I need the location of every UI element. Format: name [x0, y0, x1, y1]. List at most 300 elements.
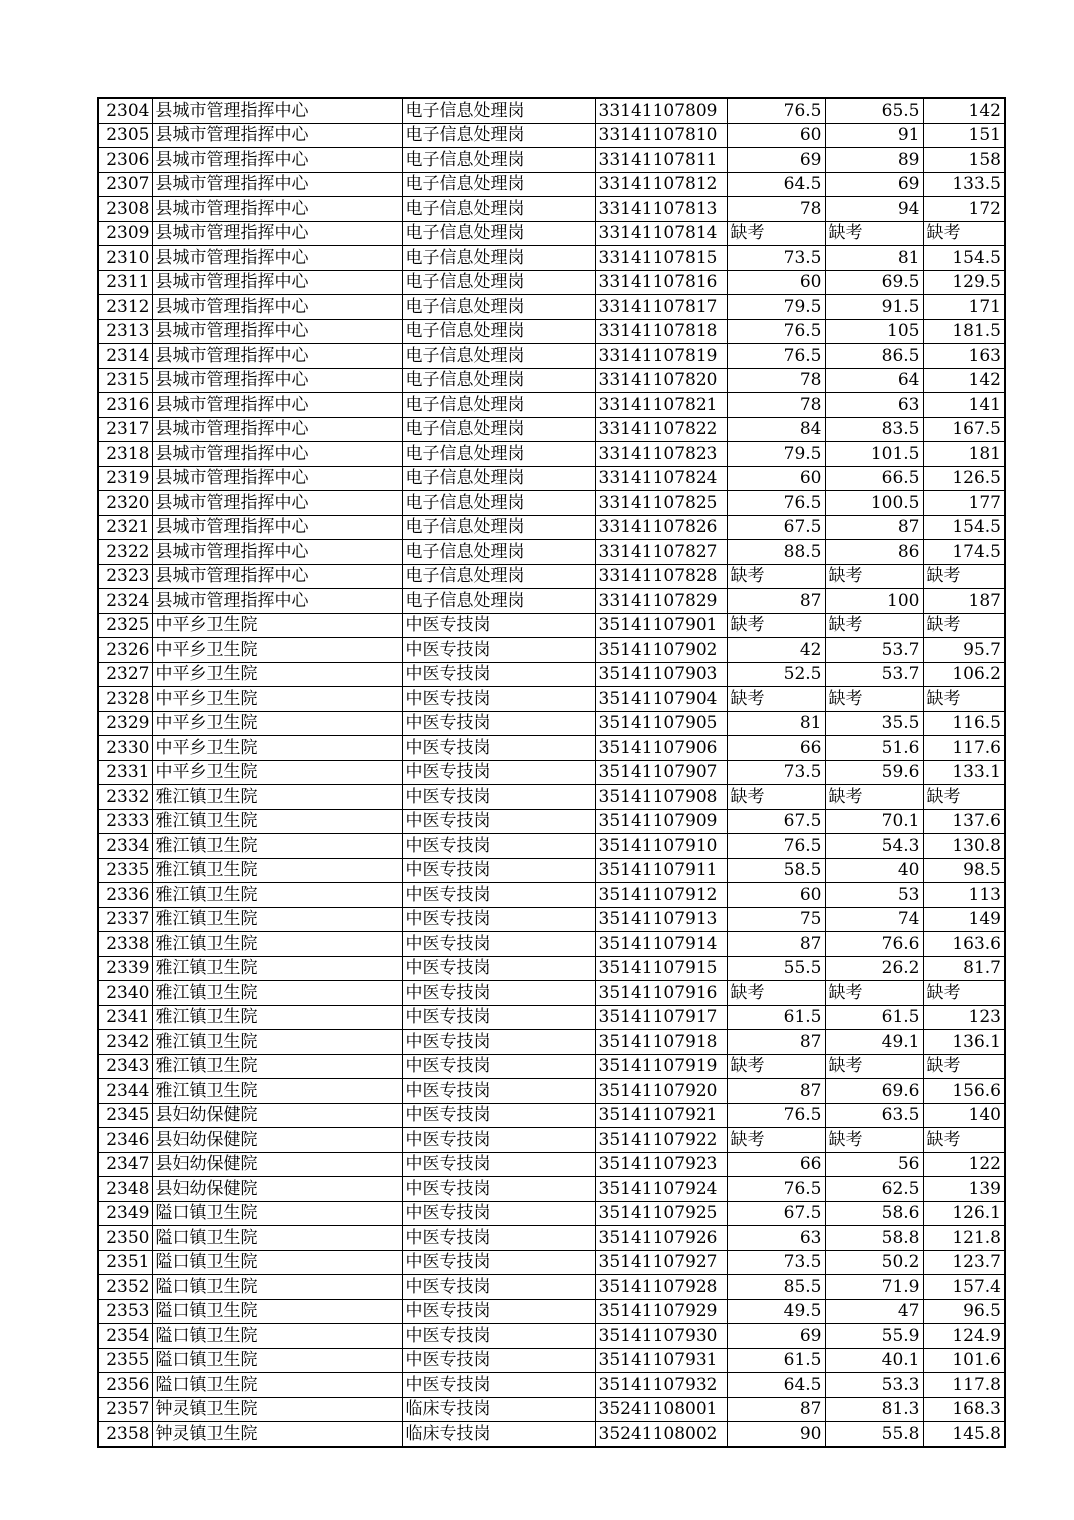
- position-name-cell: 中医专技岗: [402, 834, 595, 859]
- unit-name-cell: 中平乡卫生院: [152, 638, 402, 663]
- total-score-cell: 181: [923, 442, 1005, 467]
- total-score-cell: 137.6: [923, 809, 1005, 834]
- position-name-cell: 电子信息处理岗: [402, 246, 595, 271]
- row-number-cell: 2357: [98, 1397, 152, 1422]
- written-score-cell: 87: [727, 932, 825, 957]
- written-score-cell: 66: [727, 736, 825, 761]
- row-number-cell: 2326: [98, 638, 152, 663]
- interview-score-cell: 91: [825, 123, 923, 148]
- unit-name-cell: 县妇幼保健院: [152, 1128, 402, 1153]
- total-score-cell: 117.8: [923, 1373, 1005, 1398]
- unit-name-cell: 县城市管理指挥中心: [152, 246, 402, 271]
- total-score-cell: 129.5: [923, 270, 1005, 295]
- total-score-cell: 121.8: [923, 1226, 1005, 1251]
- unit-name-cell: 雅江镇卫生院: [152, 785, 402, 810]
- position-name-cell: 电子信息处理岗: [402, 491, 595, 516]
- exam-number-cell: 35141107907: [595, 760, 727, 785]
- written-score-cell: 67.5: [727, 515, 825, 540]
- unit-name-cell: 中平乡卫生院: [152, 760, 402, 785]
- exam-number-cell: 33141107812: [595, 172, 727, 197]
- table-row: [98, 662, 1005, 687]
- exam-number-cell: 33141107822: [595, 417, 727, 442]
- total-score-cell: 133.5: [923, 172, 1005, 197]
- written-score-cell: 61.5: [727, 1005, 825, 1030]
- position-name-cell: 电子信息处理岗: [402, 564, 595, 589]
- row-number-cell: 2304: [98, 98, 152, 123]
- exam-number-cell: 35141107923: [595, 1152, 727, 1177]
- position-name-cell: 中医专技岗: [402, 1373, 595, 1398]
- row-number-cell: 2338: [98, 932, 152, 957]
- interview-score-cell: 70.1: [825, 809, 923, 834]
- row-number-cell: 2321: [98, 515, 152, 540]
- written-score-cell: 79.5: [727, 295, 825, 320]
- exam-number-cell: 35141107917: [595, 1005, 727, 1030]
- written-score-cell: 60: [727, 466, 825, 491]
- row-number-cell: 2344: [98, 1079, 152, 1104]
- exam-number-cell: 35141107916: [595, 981, 727, 1006]
- table-row: [98, 1128, 1005, 1153]
- table-row: [98, 1250, 1005, 1275]
- written-score-cell: 缺考: [727, 981, 825, 1006]
- interview-score-cell: 49.1: [825, 1030, 923, 1055]
- row-number-cell: 2309: [98, 221, 152, 246]
- interview-score-cell: 59.6: [825, 760, 923, 785]
- table-row: [98, 589, 1005, 614]
- unit-name-cell: 隘口镇卫生院: [152, 1348, 402, 1373]
- exam-number-cell: 35241108001: [595, 1397, 727, 1422]
- row-number-cell: 2339: [98, 956, 152, 981]
- interview-score-cell: 61.5: [825, 1005, 923, 1030]
- exam-number-cell: 33141107809: [595, 98, 727, 123]
- unit-name-cell: 隘口镇卫生院: [152, 1250, 402, 1275]
- row-number-cell: 2331: [98, 760, 152, 785]
- exam-number-cell: 35141107928: [595, 1275, 727, 1300]
- table-row: [98, 1373, 1005, 1398]
- written-score-cell: 78: [727, 368, 825, 393]
- interview-score-cell: 89: [825, 148, 923, 173]
- written-score-cell: 69: [727, 1324, 825, 1349]
- unit-name-cell: 中平乡卫生院: [152, 613, 402, 638]
- position-name-cell: 中医专技岗: [402, 1152, 595, 1177]
- table-row: [98, 319, 1005, 344]
- exam-number-cell: 35141107926: [595, 1226, 727, 1251]
- exam-number-cell: 33141107824: [595, 466, 727, 491]
- interview-score-cell: 66.5: [825, 466, 923, 491]
- interview-score-cell: 86.5: [825, 344, 923, 369]
- total-score-cell: 126.1: [923, 1201, 1005, 1226]
- position-name-cell: 中医专技岗: [402, 1250, 595, 1275]
- interview-score-cell: 83.5: [825, 417, 923, 442]
- written-score-cell: 78: [727, 197, 825, 222]
- interview-score-cell: 81.3: [825, 1397, 923, 1422]
- row-number-cell: 2356: [98, 1373, 152, 1398]
- row-number-cell: 2329: [98, 711, 152, 736]
- interview-score-cell: 53.7: [825, 662, 923, 687]
- row-number-cell: 2350: [98, 1226, 152, 1251]
- table-row: [98, 687, 1005, 712]
- exam-number-cell: 35141107932: [595, 1373, 727, 1398]
- total-score-cell: 154.5: [923, 515, 1005, 540]
- unit-name-cell: 雅江镇卫生院: [152, 907, 402, 932]
- exam-number-cell: 35141107914: [595, 932, 727, 957]
- interview-score-cell: 55.9: [825, 1324, 923, 1349]
- table-row: [98, 123, 1005, 148]
- interview-score-cell: 65.5: [825, 98, 923, 123]
- position-name-cell: 中医专技岗: [402, 981, 595, 1006]
- position-name-cell: 中医专技岗: [402, 1324, 595, 1349]
- written-score-cell: 缺考: [727, 687, 825, 712]
- total-score-cell: 123: [923, 1005, 1005, 1030]
- interview-score-cell: 58.8: [825, 1226, 923, 1251]
- table-row: [98, 1152, 1005, 1177]
- interview-score-cell: 69.5: [825, 270, 923, 295]
- unit-name-cell: 雅江镇卫生院: [152, 1030, 402, 1055]
- unit-name-cell: 雅江镇卫生院: [152, 1079, 402, 1104]
- row-number-cell: 2322: [98, 540, 152, 565]
- table-row: [98, 1201, 1005, 1226]
- position-name-cell: 中医专技岗: [402, 907, 595, 932]
- table-row: [98, 221, 1005, 246]
- row-number-cell: 2343: [98, 1054, 152, 1079]
- table-row: [98, 1275, 1005, 1300]
- table-row: [98, 368, 1005, 393]
- written-score-cell: 缺考: [727, 564, 825, 589]
- exam-number-cell: 35141107909: [595, 809, 727, 834]
- total-score-cell: 156.6: [923, 1079, 1005, 1104]
- interview-score-cell: 缺考: [825, 981, 923, 1006]
- exam-number-cell: 35141107910: [595, 834, 727, 859]
- unit-name-cell: 雅江镇卫生院: [152, 834, 402, 859]
- interview-score-cell: 缺考: [825, 221, 923, 246]
- unit-name-cell: 中平乡卫生院: [152, 736, 402, 761]
- row-number-cell: 2334: [98, 834, 152, 859]
- position-name-cell: 电子信息处理岗: [402, 172, 595, 197]
- exam-number-cell: 33141107827: [595, 540, 727, 565]
- position-name-cell: 中医专技岗: [402, 1005, 595, 1030]
- exam-number-cell: 35141107931: [595, 1348, 727, 1373]
- total-score-cell: 126.5: [923, 466, 1005, 491]
- written-score-cell: 60: [727, 270, 825, 295]
- interview-score-cell: 56: [825, 1152, 923, 1177]
- unit-name-cell: 雅江镇卫生院: [152, 1005, 402, 1030]
- position-name-cell: 中医专技岗: [402, 662, 595, 687]
- total-score-cell: 101.6: [923, 1348, 1005, 1373]
- score-table-body: [98, 98, 1005, 1447]
- position-name-cell: 中医专技岗: [402, 1226, 595, 1251]
- table-row: [98, 1422, 1005, 1447]
- interview-score-cell: 94: [825, 197, 923, 222]
- row-number-cell: 2349: [98, 1201, 152, 1226]
- unit-name-cell: 县城市管理指挥中心: [152, 197, 402, 222]
- interview-score-cell: 40: [825, 858, 923, 883]
- position-name-cell: 中医专技岗: [402, 613, 595, 638]
- total-score-cell: 139: [923, 1177, 1005, 1202]
- unit-name-cell: 雅江镇卫生院: [152, 1054, 402, 1079]
- written-score-cell: 76.5: [727, 491, 825, 516]
- interview-score-cell: 64: [825, 368, 923, 393]
- total-score-cell: 123.7: [923, 1250, 1005, 1275]
- unit-name-cell: 隘口镇卫生院: [152, 1324, 402, 1349]
- table-row: [98, 638, 1005, 663]
- position-name-cell: 电子信息处理岗: [402, 368, 595, 393]
- total-score-cell: 117.6: [923, 736, 1005, 761]
- position-name-cell: 电子信息处理岗: [402, 319, 595, 344]
- exam-number-cell: 33141107813: [595, 197, 727, 222]
- exam-number-cell: 33141107814: [595, 221, 727, 246]
- written-score-cell: 76.5: [727, 834, 825, 859]
- written-score-cell: 55.5: [727, 956, 825, 981]
- position-name-cell: 中医专技岗: [402, 1054, 595, 1079]
- table-row: [98, 981, 1005, 1006]
- written-score-cell: 76.5: [727, 98, 825, 123]
- position-name-cell: 中医专技岗: [402, 1128, 595, 1153]
- total-score-cell: 缺考: [923, 1054, 1005, 1079]
- total-score-cell: 157.4: [923, 1275, 1005, 1300]
- written-score-cell: 73.5: [727, 246, 825, 271]
- table-row: [98, 1054, 1005, 1079]
- row-number-cell: 2312: [98, 295, 152, 320]
- unit-name-cell: 中平乡卫生院: [152, 687, 402, 712]
- written-score-cell: 64.5: [727, 172, 825, 197]
- exam-number-cell: 35141107904: [595, 687, 727, 712]
- exam-number-cell: 35141107915: [595, 956, 727, 981]
- written-score-cell: 73.5: [727, 760, 825, 785]
- written-score-cell: 64.5: [727, 1373, 825, 1398]
- interview-score-cell: 101.5: [825, 442, 923, 467]
- position-name-cell: 中医专技岗: [402, 1079, 595, 1104]
- exam-number-cell: 33141107818: [595, 319, 727, 344]
- table-row: [98, 515, 1005, 540]
- row-number-cell: 2307: [98, 172, 152, 197]
- position-name-cell: 电子信息处理岗: [402, 123, 595, 148]
- row-number-cell: 2305: [98, 123, 152, 148]
- unit-name-cell: 县城市管理指挥中心: [152, 270, 402, 295]
- position-name-cell: 中医专技岗: [402, 1348, 595, 1373]
- exam-number-cell: 35141107924: [595, 1177, 727, 1202]
- written-score-cell: 缺考: [727, 1128, 825, 1153]
- interview-score-cell: 缺考: [825, 785, 923, 810]
- table-row: [98, 907, 1005, 932]
- interview-score-cell: 53: [825, 883, 923, 908]
- total-score-cell: 缺考: [923, 1128, 1005, 1153]
- position-name-cell: 电子信息处理岗: [402, 466, 595, 491]
- interview-score-cell: 47: [825, 1299, 923, 1324]
- total-score-cell: 145.8: [923, 1422, 1005, 1447]
- interview-score-cell: 缺考: [825, 1128, 923, 1153]
- written-score-cell: 79.5: [727, 442, 825, 467]
- position-name-cell: 电子信息处理岗: [402, 393, 595, 418]
- unit-name-cell: 县城市管理指挥中心: [152, 148, 402, 173]
- table-row: [98, 883, 1005, 908]
- exam-number-cell: 35141107905: [595, 711, 727, 736]
- table-row: [98, 711, 1005, 736]
- exam-number-cell: 33141107815: [595, 246, 727, 271]
- exam-number-cell: 33141107823: [595, 442, 727, 467]
- row-number-cell: 2308: [98, 197, 152, 222]
- table-row: [98, 858, 1005, 883]
- unit-name-cell: 雅江镇卫生院: [152, 858, 402, 883]
- table-row: [98, 1226, 1005, 1251]
- total-score-cell: 142: [923, 368, 1005, 393]
- row-number-cell: 2348: [98, 1177, 152, 1202]
- written-score-cell: 76.5: [727, 319, 825, 344]
- total-score-cell: 163.6: [923, 932, 1005, 957]
- position-name-cell: 中医专技岗: [402, 809, 595, 834]
- written-score-cell: 73.5: [727, 1250, 825, 1275]
- table-row: [98, 1079, 1005, 1104]
- exam-number-cell: 35141107902: [595, 638, 727, 663]
- total-score-cell: 122: [923, 1152, 1005, 1177]
- exam-number-cell: 35141107912: [595, 883, 727, 908]
- row-number-cell: 2353: [98, 1299, 152, 1324]
- row-number-cell: 2306: [98, 148, 152, 173]
- interview-score-cell: 100: [825, 589, 923, 614]
- written-score-cell: 76.5: [727, 344, 825, 369]
- interview-score-cell: 缺考: [825, 687, 923, 712]
- interview-score-cell: 71.9: [825, 1275, 923, 1300]
- total-score-cell: 133.1: [923, 760, 1005, 785]
- unit-name-cell: 县城市管理指挥中心: [152, 368, 402, 393]
- row-number-cell: 2323: [98, 564, 152, 589]
- exam-number-cell: 33141107829: [595, 589, 727, 614]
- position-name-cell: 电子信息处理岗: [402, 515, 595, 540]
- total-score-cell: 177: [923, 491, 1005, 516]
- row-number-cell: 2342: [98, 1030, 152, 1055]
- row-number-cell: 2316: [98, 393, 152, 418]
- written-score-cell: 60: [727, 123, 825, 148]
- row-number-cell: 2351: [98, 1250, 152, 1275]
- total-score-cell: 116.5: [923, 711, 1005, 736]
- table-row: [98, 736, 1005, 761]
- interview-score-cell: 62.5: [825, 1177, 923, 1202]
- unit-name-cell: 县城市管理指挥中心: [152, 564, 402, 589]
- unit-name-cell: 县城市管理指挥中心: [152, 344, 402, 369]
- table-row: [98, 270, 1005, 295]
- interview-score-cell: 87: [825, 515, 923, 540]
- position-name-cell: 中医专技岗: [402, 711, 595, 736]
- total-score-cell: 154.5: [923, 246, 1005, 271]
- table-row: [98, 540, 1005, 565]
- written-score-cell: 42: [727, 638, 825, 663]
- position-name-cell: 电子信息处理岗: [402, 540, 595, 565]
- table-row: [98, 1005, 1005, 1030]
- table-row: [98, 1397, 1005, 1422]
- written-score-cell: 63: [727, 1226, 825, 1251]
- total-score-cell: 95.7: [923, 638, 1005, 663]
- total-score-cell: 缺考: [923, 221, 1005, 246]
- interview-score-cell: 81: [825, 246, 923, 271]
- interview-score-cell: 缺考: [825, 564, 923, 589]
- position-name-cell: 电子信息处理岗: [402, 442, 595, 467]
- written-score-cell: 61.5: [727, 1348, 825, 1373]
- row-number-cell: 2327: [98, 662, 152, 687]
- position-name-cell: 临床专技岗: [402, 1397, 595, 1422]
- written-score-cell: 缺考: [727, 613, 825, 638]
- written-score-cell: 67.5: [727, 809, 825, 834]
- written-score-cell: 81: [727, 711, 825, 736]
- position-name-cell: 中医专技岗: [402, 785, 595, 810]
- row-number-cell: 2313: [98, 319, 152, 344]
- row-number-cell: 2318: [98, 442, 152, 467]
- position-name-cell: 电子信息处理岗: [402, 221, 595, 246]
- written-score-cell: 76.5: [727, 1103, 825, 1128]
- row-number-cell: 2347: [98, 1152, 152, 1177]
- row-number-cell: 2311: [98, 270, 152, 295]
- row-number-cell: 2333: [98, 809, 152, 834]
- exam-number-cell: 35141107922: [595, 1128, 727, 1153]
- unit-name-cell: 县城市管理指挥中心: [152, 98, 402, 123]
- table-row: [98, 1324, 1005, 1349]
- exam-number-cell: 35141107901: [595, 613, 727, 638]
- total-score-cell: 124.9: [923, 1324, 1005, 1349]
- table-row: [98, 932, 1005, 957]
- exam-number-cell: 35141107913: [595, 907, 727, 932]
- unit-name-cell: 县城市管理指挥中心: [152, 540, 402, 565]
- total-score-cell: 158: [923, 148, 1005, 173]
- written-score-cell: 88.5: [727, 540, 825, 565]
- unit-name-cell: 隘口镇卫生院: [152, 1299, 402, 1324]
- position-name-cell: 中医专技岗: [402, 956, 595, 981]
- exam-number-cell: 33141107826: [595, 515, 727, 540]
- total-score-cell: 151: [923, 123, 1005, 148]
- row-number-cell: 2310: [98, 246, 152, 271]
- table-row: [98, 393, 1005, 418]
- row-number-cell: 2319: [98, 466, 152, 491]
- exam-number-cell: 33141107825: [595, 491, 727, 516]
- unit-name-cell: 隘口镇卫生院: [152, 1275, 402, 1300]
- exam-number-cell: 33141107810: [595, 123, 727, 148]
- written-score-cell: 87: [727, 589, 825, 614]
- total-score-cell: 113: [923, 883, 1005, 908]
- table-row: [98, 148, 1005, 173]
- row-number-cell: 2337: [98, 907, 152, 932]
- exam-number-cell: 33141107820: [595, 368, 727, 393]
- unit-name-cell: 县城市管理指挥中心: [152, 221, 402, 246]
- interview-score-cell: 86: [825, 540, 923, 565]
- total-score-cell: 163: [923, 344, 1005, 369]
- position-name-cell: 电子信息处理岗: [402, 270, 595, 295]
- exam-number-cell: 35141107903: [595, 662, 727, 687]
- written-score-cell: 85.5: [727, 1275, 825, 1300]
- unit-name-cell: 县城市管理指挥中心: [152, 123, 402, 148]
- total-score-cell: 149: [923, 907, 1005, 932]
- table-row: [98, 1177, 1005, 1202]
- unit-name-cell: 雅江镇卫生院: [152, 932, 402, 957]
- position-name-cell: 中医专技岗: [402, 1275, 595, 1300]
- total-score-cell: 缺考: [923, 981, 1005, 1006]
- position-name-cell: 电子信息处理岗: [402, 295, 595, 320]
- interview-score-cell: 74: [825, 907, 923, 932]
- total-score-cell: 缺考: [923, 564, 1005, 589]
- written-score-cell: 58.5: [727, 858, 825, 883]
- written-score-cell: 69: [727, 148, 825, 173]
- unit-name-cell: 中平乡卫生院: [152, 711, 402, 736]
- row-number-cell: 2317: [98, 417, 152, 442]
- interview-score-cell: 53.3: [825, 1373, 923, 1398]
- row-number-cell: 2345: [98, 1103, 152, 1128]
- written-score-cell: 66: [727, 1152, 825, 1177]
- unit-name-cell: 县城市管理指挥中心: [152, 295, 402, 320]
- table-row: [98, 1348, 1005, 1373]
- unit-name-cell: 县城市管理指挥中心: [152, 319, 402, 344]
- interview-score-cell: 69.6: [825, 1079, 923, 1104]
- interview-score-cell: 55.8: [825, 1422, 923, 1447]
- unit-name-cell: 县城市管理指挥中心: [152, 491, 402, 516]
- unit-name-cell: 县城市管理指挥中心: [152, 442, 402, 467]
- interview-score-cell: 63: [825, 393, 923, 418]
- position-name-cell: 电子信息处理岗: [402, 589, 595, 614]
- total-score-cell: 140: [923, 1103, 1005, 1128]
